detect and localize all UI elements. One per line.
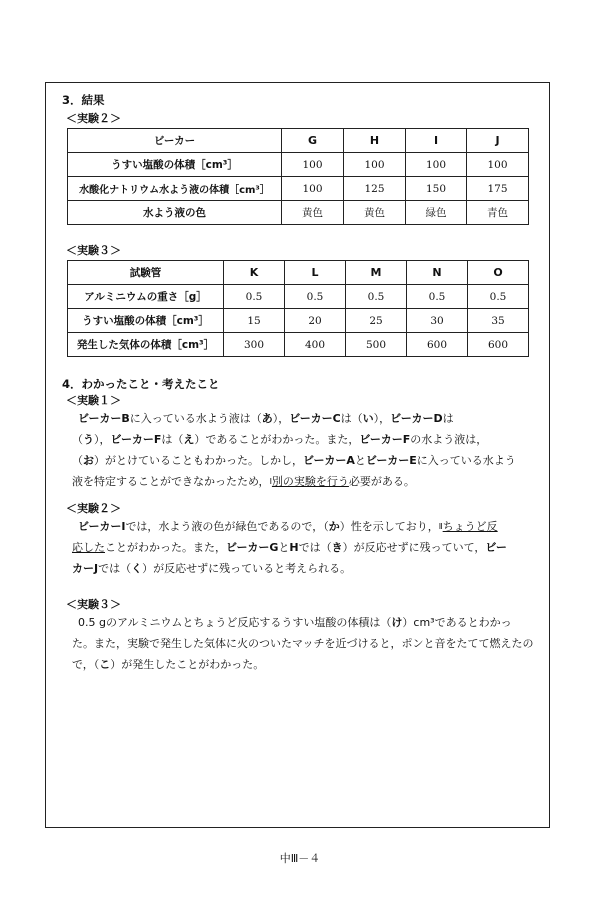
column-header: M xyxy=(346,261,407,285)
column-header: H xyxy=(344,129,406,153)
exp1-findings-text xyxy=(72,408,542,492)
text-line xyxy=(72,516,542,537)
text-line xyxy=(72,537,542,558)
exp2-results-table xyxy=(67,128,529,225)
text-run: ）がとけていることもわかった。しかし， xyxy=(94,454,303,467)
table-cell: 緑色 xyxy=(406,201,467,225)
text-line xyxy=(72,471,542,492)
text-run: ビーカーF xyxy=(110,433,162,446)
text-run: ）， xyxy=(373,412,391,425)
text-run: ビーカーF xyxy=(359,433,411,446)
blank-ke: け xyxy=(391,616,403,629)
exp1-findings-label: ＜実験１＞ xyxy=(66,394,121,407)
row-header: 水よう液の色 xyxy=(68,201,282,225)
row-header: 試験管 xyxy=(68,261,224,285)
text-run: ）が反応せずに残っていると考えられる。 xyxy=(142,562,352,575)
underlined-phrase-2-cont: 応した xyxy=(72,541,105,554)
text-run: ことがわかった。また， xyxy=(105,541,226,554)
table-cell: 0.5 xyxy=(407,285,468,309)
column-header: G xyxy=(282,129,344,153)
text-run: ビーカーC xyxy=(289,412,341,425)
text-run: ）， xyxy=(272,412,290,425)
column-header: N xyxy=(407,261,468,285)
text-run: ）が反応せずに残っていて， xyxy=(342,541,486,554)
exp3-findings-label: ＜実験３＞ xyxy=(66,598,121,611)
page-number: 中Ⅲ－４ xyxy=(279,852,321,865)
results-heading: 3．結果 xyxy=(62,93,105,107)
column-header: I xyxy=(406,129,467,153)
text-run: と xyxy=(278,541,290,554)
text-run: ビーカーI xyxy=(78,520,126,533)
row-header: アルミニウムの重さ［g］ xyxy=(68,285,224,309)
table-cell: 300 xyxy=(224,333,285,357)
blank-e: え xyxy=(183,433,195,446)
table-cell: 100 xyxy=(282,153,344,177)
column-header: O xyxy=(468,261,529,285)
table-cell: 30 xyxy=(407,309,468,333)
column-header: K xyxy=(224,261,285,285)
text-run: ビーカーD xyxy=(390,412,443,425)
underline-marker-1: Ⅰ xyxy=(269,477,272,486)
table-row xyxy=(68,177,529,201)
table-cell: 100 xyxy=(406,153,467,177)
text-run: に入っている水よう xyxy=(416,454,516,467)
underlined-phrase-1: 別の実験を行う xyxy=(271,475,349,488)
blank-ku: く xyxy=(131,562,143,575)
exp2-findings-label: ＜実験２＞ xyxy=(66,502,121,515)
text-run: では（ xyxy=(298,541,332,554)
text-run: と xyxy=(354,454,366,467)
column-header: J xyxy=(467,129,529,153)
table-cell: 100 xyxy=(344,153,406,177)
column-header: L xyxy=(285,261,346,285)
exp2-findings-text xyxy=(72,516,542,579)
table-row xyxy=(68,285,529,309)
text-run: は xyxy=(442,412,454,425)
row-header: 発生した気体の体積［cm³］ xyxy=(68,333,224,357)
table-cell: 15 xyxy=(224,309,285,333)
text-run: で，（ xyxy=(72,658,100,671)
underline-marker-2: Ⅱ xyxy=(438,522,443,531)
text-run: ）であることがわかった。また， xyxy=(194,433,360,446)
table-row xyxy=(68,309,529,333)
blank-ko: こ xyxy=(99,658,111,671)
table-row xyxy=(68,153,529,177)
table-cell: 150 xyxy=(406,177,467,201)
table-cell: 600 xyxy=(468,333,529,357)
table-cell: 500 xyxy=(346,333,407,357)
blank-a: あ xyxy=(261,412,273,425)
text-run: ビー xyxy=(485,541,507,554)
blank-i: い xyxy=(362,412,374,425)
blank-ki: き xyxy=(331,541,343,554)
table-cell: 600 xyxy=(407,333,468,357)
text-run: H xyxy=(289,541,299,554)
table-cell: 400 xyxy=(285,333,346,357)
table-cell: 黄色 xyxy=(344,201,406,225)
exp3-results-table xyxy=(67,260,529,357)
table-row xyxy=(68,261,529,285)
text-run: 液を特定することができなかったため， xyxy=(72,475,270,488)
text-line xyxy=(72,558,542,579)
text-line xyxy=(72,450,542,471)
blank-o: お xyxy=(83,454,94,467)
text-run: カーJ xyxy=(72,562,99,575)
text-run: は（ xyxy=(161,433,184,446)
text-run: （ xyxy=(72,433,83,446)
text-run: では，水よう液の色が緑色であるので，（ xyxy=(125,520,329,533)
text-run: 必要がある。 xyxy=(348,475,415,488)
text-line xyxy=(72,429,542,450)
text-run: た。また，実験で発生した気体に火のついたマッチを近づけると，ポンと音をたてて燃えたの xyxy=(72,637,534,650)
text-run: ビーカーA xyxy=(303,454,355,467)
underlined-phrase-2: ちょうど反 xyxy=(442,520,498,533)
text-run: の水よう液は， xyxy=(410,433,488,446)
text-run: ビーカーG xyxy=(226,541,279,554)
table-cell: 0.5 xyxy=(468,285,529,309)
exp2-results-label: ＜実験２＞ xyxy=(66,112,121,125)
text-run: に入っている水よう液は（ xyxy=(129,412,262,425)
row-header: うすい塩酸の体積［cm³］ xyxy=(68,309,224,333)
table-cell: 100 xyxy=(282,177,344,201)
table-cell: 35 xyxy=(468,309,529,333)
table-row xyxy=(68,201,529,225)
text-line xyxy=(72,612,542,633)
row-header: 水酸化ナトリウム水よう液の体積［cm³］ xyxy=(68,177,282,201)
table-cell: 175 xyxy=(467,177,529,201)
exp3-results-label: ＜実験３＞ xyxy=(66,244,121,257)
table-cell: 25 xyxy=(346,309,407,333)
text-line xyxy=(72,633,542,654)
row-header: ビーカー xyxy=(68,129,282,153)
row-header: うすい塩酸の体積［cm³］ xyxy=(68,153,282,177)
table-cell: 125 xyxy=(344,177,406,201)
text-run: ）， xyxy=(94,433,111,446)
table-cell: 0.5 xyxy=(346,285,407,309)
findings-heading: 4．わかったこと・考えたこと xyxy=(62,377,220,391)
text-run: は（ xyxy=(340,412,363,425)
table-cell: 100 xyxy=(467,153,529,177)
blank-ka: か xyxy=(328,520,340,533)
text-run: ビーカーB xyxy=(78,412,130,425)
text-run: では（ xyxy=(98,562,132,575)
text-run: ）cm³であるとわかっ xyxy=(402,616,512,629)
table-row xyxy=(68,333,529,357)
text-run: 0.5 gのアルミニウムとちょうど反応するうすい塩酸の体積は（ xyxy=(78,616,392,629)
blank-u: う xyxy=(83,433,94,446)
table-row xyxy=(68,129,529,153)
text-run: ）が発生したことがわかった。 xyxy=(110,658,265,671)
text-line xyxy=(72,654,542,675)
table-cell: 0.5 xyxy=(285,285,346,309)
table-cell: 20 xyxy=(285,309,346,333)
text-run: ビーカーE xyxy=(365,454,417,467)
table-cell: 黄色 xyxy=(282,201,344,225)
text-run: （ xyxy=(72,454,83,467)
text-line xyxy=(72,408,542,429)
table-cell: 0.5 xyxy=(224,285,285,309)
table-cell: 青色 xyxy=(467,201,529,225)
text-run: ）性を示しており， xyxy=(339,520,439,533)
exp3-findings-text xyxy=(72,612,542,675)
